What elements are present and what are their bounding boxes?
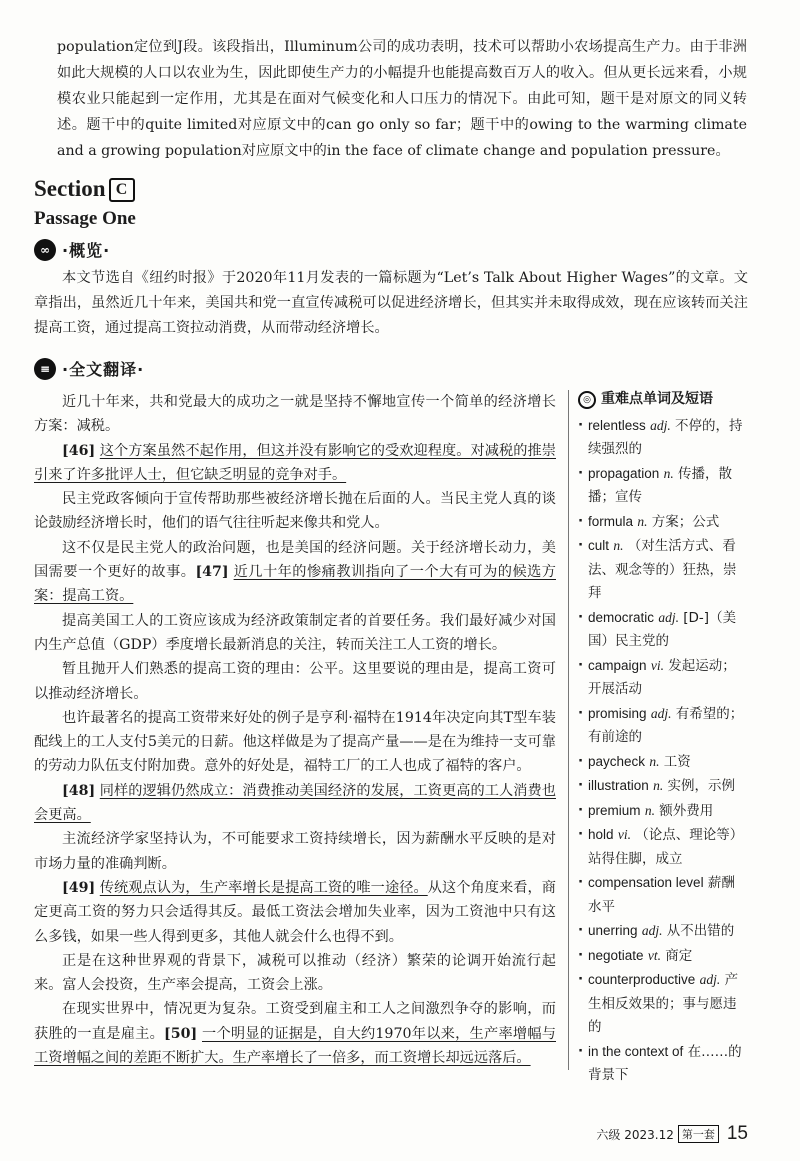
vocab-definition: 额外费用	[659, 802, 714, 819]
page-footer	[596, 1123, 748, 1145]
vocab-word: counterproductive	[588, 972, 696, 987]
vocab-word: propagation	[588, 465, 660, 481]
vocab-pos: vi.	[650, 657, 664, 673]
vocab-item	[578, 919, 748, 944]
vocab-definition: 工资	[663, 753, 691, 770]
vocab-definition: [D-]（美国）民主党的	[588, 609, 737, 649]
translation-text: 在现实世界中，情况更为复杂。工资受到雇主和工人之间激烈争夺的影响，而获胜的一直是雇主。	[34, 1001, 556, 1042]
translation-paragraph: 近几十年来，共和党最大的成功之一就是坚持不懈地宣传一个简单的经济增长方案：减税。	[34, 394, 556, 435]
answer-underline: 一个明显的证据是，自大约1970年以来，生产率增幅与工资增幅之间的差距不断扩大。生产率增长了一倍多，而工资增长却远远落后。	[34, 1025, 556, 1067]
footer-issue: 六级 2023.12	[596, 1127, 674, 1142]
question-tag: [47]	[195, 564, 229, 581]
vocab-item	[578, 534, 748, 606]
vocab-sidebar	[578, 388, 748, 1088]
vocab-item	[578, 823, 748, 871]
chat-bubble-icon: ≡	[34, 358, 56, 380]
vocab-item	[578, 462, 748, 510]
column-divider	[568, 390, 569, 1070]
translation-paragraph	[34, 779, 556, 828]
vocab-title-text: 重难点单词及短语	[601, 391, 713, 407]
vocab-item	[578, 968, 748, 1040]
vocab-definition: （对生活方式、看法、观念等的）狂热，崇拜	[588, 538, 737, 601]
vocab-definition: 传播，散播；宣传	[588, 465, 733, 505]
vocab-item	[578, 510, 748, 535]
vocab-item	[578, 750, 748, 775]
vocab-pos: n.	[663, 465, 674, 481]
vocab-pos: adj.	[650, 705, 672, 721]
translation-text: 这不仅是民主党人的政治问题，也是美国的经济问题。关于经济增长动力，美国需要一个更好的故事。	[34, 539, 556, 581]
vocab-definition: 产生相反效果的；事与愿违的	[588, 972, 739, 1035]
translation-text: 从这个角度来看，商定更高工资的努力只会适得其反。最低工资法会增加失业率，因为工资池中只有这么多钱，如果一些人得到更多，其他人就会什么也得不到。	[34, 879, 556, 945]
vocab-word: illustration	[588, 778, 649, 793]
vocab-item	[578, 774, 748, 799]
vocab-item	[578, 799, 748, 824]
overview-label: ·概览·	[62, 241, 111, 260]
passage-title: Passage One	[34, 208, 136, 229]
question-tag: [48]	[62, 782, 96, 799]
answer-underline: 同样的逻辑仍然成立：消费推动美国经济的发展，工资更高的工人消费也会更高。	[34, 782, 556, 824]
question-tag: [50]	[164, 1025, 198, 1042]
page-number: 15	[726, 1123, 748, 1144]
vocab-item	[578, 871, 748, 919]
vocab-item	[578, 414, 748, 462]
vocab-pos: adj.	[641, 923, 663, 938]
intro-paragraph: population定位到J段。该段指出，Illuminum公司的成功表明，技术可以帮助小农场提高生产力。由于非洲如此大规模的人口以农业为生，因此即使生产力的小幅提升也能提高数百万人的收入。但从更长远来看，小规模农业只能起到一定作用，尤其是在面对气候变化和人口压力的情况下。由此可知，题干是对原文的同义转述。题干中的quite limited对应原文中的can go only so far；题干中的owing to the warming climate and a growing population对应原文中的in the face of climate change and population pressure。	[57, 39, 747, 159]
vocab-list	[578, 414, 748, 1088]
translation-body	[34, 390, 556, 1070]
translation-paragraph	[34, 876, 556, 949]
vocab-pos: n.	[637, 513, 648, 529]
translation-paragraph	[34, 536, 556, 609]
vocab-item	[578, 702, 748, 750]
vocab-item	[578, 1040, 748, 1088]
infinity-icon: ∞	[34, 239, 56, 261]
vocab-definition: 商定	[665, 947, 693, 964]
overview-heading	[34, 238, 110, 261]
vocab-pos: n.	[644, 802, 655, 818]
vocab-pos: adj.	[658, 609, 679, 625]
vocab-word: hold	[588, 827, 614, 842]
vocab-title	[578, 388, 748, 412]
vocab-word: negotiate	[588, 947, 644, 963]
vocab-word: paycheck	[588, 753, 646, 769]
question-tag: [46]	[62, 442, 96, 459]
vocab-definition: 发起运动；开展活动	[588, 657, 736, 697]
translation-paragraph: 暂且抛开人们熟悉的提高工资的理由：公平。这里要说的理由是，提高工资可以推动经济增长。	[34, 661, 556, 702]
section-heading	[34, 176, 135, 202]
vocab-item	[578, 944, 748, 969]
translation-heading	[34, 357, 144, 380]
vocab-pos: n.	[649, 753, 660, 769]
vocab-definition: 实例，示例	[667, 778, 735, 794]
answer-underline: 传统观点认为，生产率增长是提高工资的唯一途径。	[99, 879, 428, 896]
vocab-word: compensation level	[588, 875, 704, 890]
vocab-definition: 从不出错的	[666, 923, 735, 939]
vocab-definition: 方案；公式	[651, 513, 720, 530]
translation-paragraph: 也许最著名的提高工资带来好处的例子是亨利·福特在1914年决定向其T型车装配线上的工人支付5美元的日薪。他这样做是为了提高产量——是在为维持一支可靠的劳动力队伍支付附加费。意外的好处是，福特工厂的工人也成了福特的客户。	[34, 709, 556, 775]
translation-paragraph: 主流经济学家坚持认为，不可能要求工资持续增长，因为薪酬水平反映的是对市场力量的准确判断。	[34, 831, 556, 872]
vocab-word: relentless	[588, 417, 646, 433]
vocab-pos: vt.	[647, 947, 661, 963]
vocab-definition: 在……的背景下	[588, 1043, 742, 1083]
question-tag: [49]	[62, 879, 96, 896]
vocab-pos: adj.	[699, 972, 721, 987]
vocab-word: promising	[588, 705, 647, 721]
vocab-word: cult	[588, 538, 610, 553]
target-icon: ◎	[578, 391, 596, 409]
vocab-pos: adj.	[650, 417, 671, 433]
vocab-definition: （论点、理论等）站得住脚，成立	[588, 827, 744, 867]
vocab-pos: n.	[653, 778, 664, 793]
translation-label: ·全文翻译·	[62, 360, 145, 379]
translation-paragraph	[34, 997, 556, 1070]
vocab-word: formula	[588, 513, 634, 529]
translation-paragraph	[34, 439, 556, 488]
vocab-word: campaign	[588, 657, 647, 673]
vocab-word: unerring	[588, 923, 638, 938]
vocab-word: in the context of	[588, 1043, 684, 1059]
translation-paragraph: 提高美国工人的工资应该成为经济政策制定者的首要任务。我们最好减少对国内生产总值（GDP）季度增长最新消息的关注，转而关注工人工资的增长。	[34, 612, 556, 653]
vocab-pos: n.	[613, 538, 624, 553]
translation-paragraph: 民主党政客倾向于宣传帮助那些被经济增长抛在后面的人。当民主党人真的谈论鼓励经济增长时，他们的语气往往听起来像共和党人。	[34, 491, 556, 532]
translation-paragraph: 正是在这种世界观的背景下，减税可以推动（经济）繁荣的论调开始流行起来。富人会投资，生产率会提高，工资会上涨。	[34, 952, 556, 994]
vocab-definition: 薪酬水平	[588, 875, 735, 915]
section-letter-badge: C	[109, 178, 135, 202]
vocab-item	[578, 654, 748, 702]
answer-underline: 近几十年的惨痛教训指向了一个大有可为的候选方案：提高工资。	[34, 564, 556, 605]
answer-underline: 这个方案虽然不起作用，但这并没有影响它的受欢迎程度。对减税的推崇引来了许多批评人士，但它缺乏明显的竞争对手。	[34, 442, 556, 483]
footer-part: 第一套	[678, 1125, 719, 1143]
overview-text: 本文节选自《纽约时报》于2020年11月发表的一篇标题为“Let’s Talk About Higher Wages”的文章。文章指出，虽然近几十年来，美国共和党一直宣传减税可以促进经济增长，但其实并未取得成效，现在应该转而关注提高工资，通过提高工资拉动消费，从而带动经济增长。	[34, 270, 748, 336]
vocab-word: premium	[588, 802, 641, 818]
vocab-definition: 不停的，持续强烈的	[588, 417, 743, 457]
vocab-definition: 有希望的；有前途的	[588, 705, 744, 745]
vocab-word: democratic	[588, 609, 655, 625]
section-word: Section	[34, 176, 106, 201]
vocab-pos: vi.	[617, 827, 631, 842]
vocab-item	[578, 606, 748, 654]
